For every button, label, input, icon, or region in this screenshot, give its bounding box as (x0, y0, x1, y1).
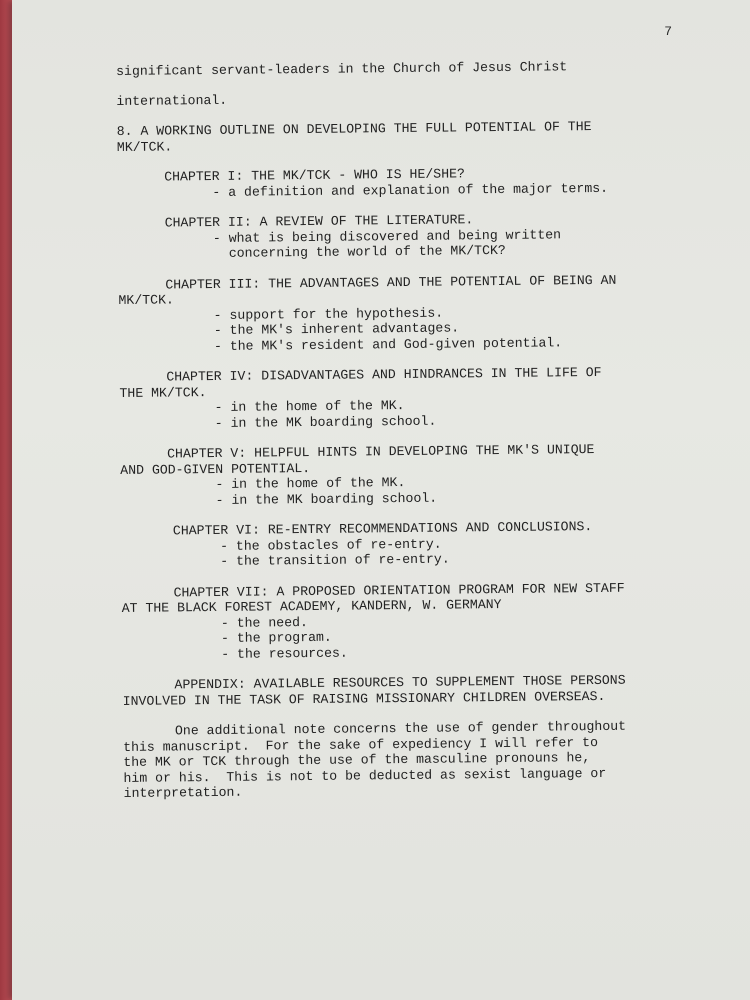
note-line: this manuscript. For the sake of expediency I will refer to (123, 734, 599, 755)
chapter-4 (119, 364, 720, 432)
chapter-item: - a definition and explanation of the major terms. (212, 180, 609, 200)
chapter-title: MK/TCK. (118, 292, 174, 308)
chapter-6 (121, 518, 721, 571)
chapter-item: - the MK's inherent advantages. (213, 320, 460, 338)
outline-heading: MK/TCK. (116, 138, 173, 155)
chapter-title: AND GOD-GIVEN POTENTIAL. (120, 460, 311, 478)
outline-heading: 8. A WORKING OUTLINE ON DEVELOPING THE FULL POTENTIAL OF THE (116, 119, 592, 139)
chapter-item: - in the MK boarding school. (215, 490, 438, 508)
appendix-line: INVOLVED IN THE TASK OF RAISING MISSIONARY CHILDREN OVERSEAS. (122, 688, 606, 709)
chapter-title: CHAPTER VII: A PROPOSED ORIENTATION PROGRAM FOR NEW STAFF (173, 580, 625, 600)
chapter-item: - in the home of the MK. (214, 397, 405, 415)
intro-line: international. (116, 92, 228, 109)
chapter-title: CHAPTER VI: RE-ENTRY RECOMMENDATIONS AND CONCLUSIONS. (172, 519, 593, 539)
chapter-title: AT THE BLACK FOREST ACADEMY, KANDERN, W. GERMANY (121, 596, 502, 616)
chapter-item: - in the MK boarding school. (214, 413, 437, 431)
chapter-item: - the transition of re-entry. (220, 551, 450, 569)
chapter-item: - the obstacles of re-entry. (219, 536, 442, 554)
chapter-title: THE MK/TCK. (119, 384, 207, 401)
appendix-line: APPENDIX: AVAILABLE RESOURCES TO SUPPLEMENT THOSE PERSONS (174, 672, 626, 693)
chapter-3 (118, 271, 719, 355)
intro-line: significant servant-leaders in the Church of Jesus Christ (116, 59, 568, 79)
chapter-item: - the program. (220, 629, 332, 646)
chapter-title: CHAPTER III: THE ADVANTAGES AND THE POTENTIAL OF BEING AN (165, 272, 617, 292)
chapter-item: - the MK's resident and God-given potential. (213, 334, 563, 354)
chapter-5 (120, 441, 721, 509)
page-body (116, 58, 724, 802)
note-line: the MK or TCK through the use of the masculine pronouns he, (123, 750, 591, 770)
note-line: him or his. This is not to be deducted as sexist language or (123, 765, 607, 786)
chapter-2 (118, 210, 718, 263)
chapter-item: - the resources. (221, 645, 348, 662)
chapter-title: CHAPTER V: HELPFUL HINTS IN DEVELOPING THE MK'S UNIQUE (167, 442, 595, 462)
chapter-7 (121, 579, 722, 663)
book-spine-edge (0, 0, 12, 1000)
chapter-item: concerning the world of the MK/TCK? (212, 242, 506, 261)
chapter-item: - the need. (220, 614, 308, 631)
chapter-title: CHAPTER I: THE MK/TCK - WHO IS HE/SHE? (164, 166, 465, 185)
chapter-item: - what is being discovered and being written (212, 226, 562, 246)
page-number: 7 (664, 24, 672, 39)
note-line: interpretation. (123, 784, 243, 801)
document-page (12, 0, 750, 1000)
note-line: One additional note concerns the use of gender throughout (174, 718, 627, 739)
chapter-title: CHAPTER IV: DISADVANTAGES AND HINDRANCES IN THE LIFE OF (166, 364, 602, 385)
gender-note-paragraph (123, 718, 724, 802)
chapter-item: - support for the hypothesis. (213, 305, 444, 323)
chapter-title: CHAPTER II: A REVIEW OF THE LITERATURE. (164, 212, 474, 231)
chapter-item: - in the home of the MK. (215, 474, 406, 492)
